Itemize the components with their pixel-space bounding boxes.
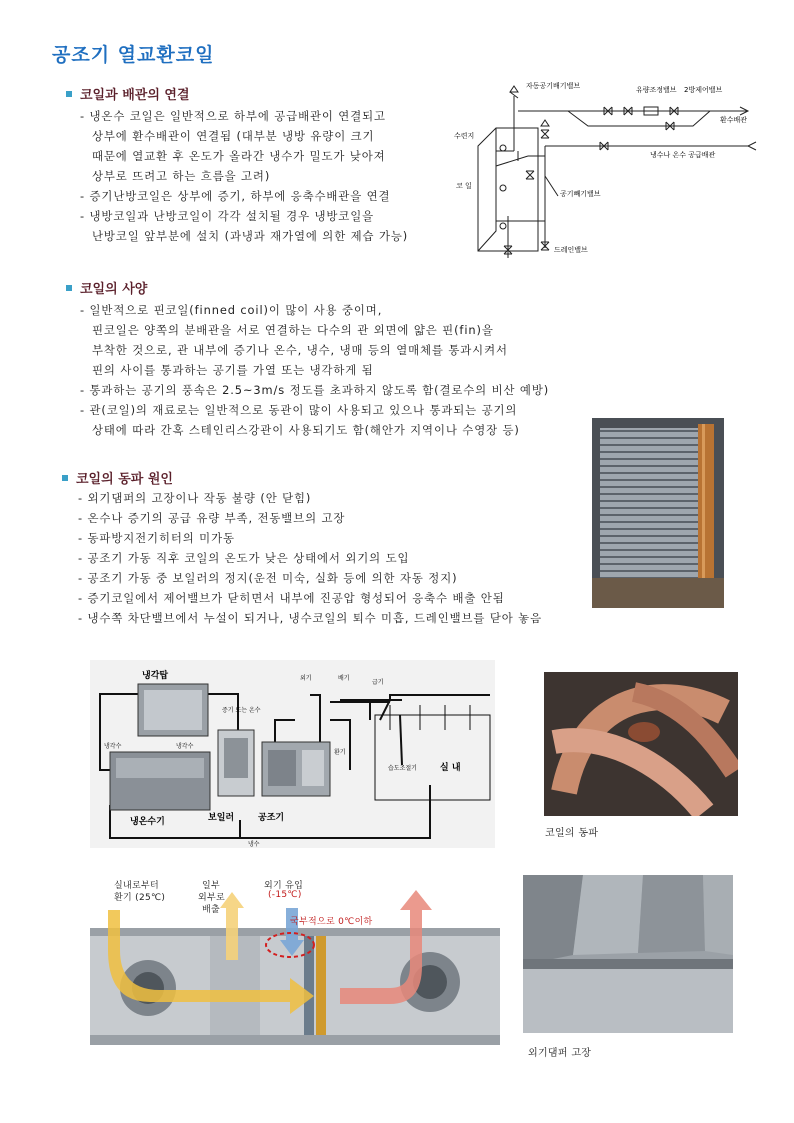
label-exhaust: 배기 (338, 675, 350, 682)
section-coil-spec-body (80, 300, 549, 440)
ahu-cross-section (90, 870, 500, 1045)
text-line: 부착한 것으로, 관 내부에 증기나 온수, 냉수, 냉매 등의 열매체를 통과시켜서 (92, 343, 508, 357)
label-exhaust-3: 배출 (202, 905, 220, 915)
text-line: - 일반적으로 핀코일(finned coil)이 많이 사용 중이며, (80, 303, 383, 317)
label-exhaust-1: 일부 (202, 881, 220, 891)
text-line: - 동파방지전기히터의 미가동 (78, 531, 235, 545)
text-line: - 증기난방코일은 상부에 증기, 하부에 응축수배관을 연결 (80, 189, 391, 203)
hvac-system-diagram (90, 660, 495, 848)
section-coil-spec-heading: 코일의 사양 (66, 278, 147, 297)
label-oa-1: 외기 유입 (264, 881, 304, 891)
section-freeze-causes-body (78, 488, 542, 628)
page-title: 공조기 열교환코일 (52, 44, 215, 66)
section-coil-piping-heading: 코일과 배관의 연결 (66, 84, 190, 103)
frozen-coil-photo (544, 672, 738, 816)
coil-piping-diagram (448, 76, 778, 266)
text-line: - 공조기 가동 중 보일러의 정지(운전 미숙, 실화 등에 의한 자동 정지) (78, 571, 458, 585)
label-air-release-valve: 공기빼기밸브 (560, 190, 601, 198)
label-flow-valve: 유량조정밸브 (636, 86, 677, 94)
text-line: 상태에 따라 간혹 스테인리스강관이 사용되기도 함(해안가 지역이나 수영장 등) (92, 423, 520, 437)
bullet-icon (66, 91, 72, 97)
label-return-2: 환기 (25℃) (114, 893, 166, 903)
label-header: 수련지 (454, 132, 475, 140)
label-indoor: 실 내 (440, 763, 461, 773)
text-line: - 온수나 증기의 공급 유량 부족, 전동밸브의 고장 (78, 511, 346, 525)
label-return-1: 실내로부터 (114, 881, 159, 891)
label-local-freeze: 국부적으로 0℃이하 (290, 917, 373, 927)
label-steam-hot-water: 증기 또는 온수 (222, 707, 261, 714)
text-line: - 외기댐퍼의 고장이나 작동 불량 (안 닫힘) (78, 491, 312, 505)
label-cooling-water-2: 냉각수 (176, 743, 194, 750)
text-line: 상부로 뜨려고 하는 흐름을 고려) (92, 169, 271, 183)
label-coil: 코 일 (456, 182, 472, 190)
label-drain-valve: 드레인밸브 (554, 246, 588, 254)
text-line: 핀의 사이를 통과하는 공기를 가열 또는 냉각하게 됨 (92, 363, 374, 377)
text-line: 때문에 열교환 후 온도가 올라간 냉수가 밀도가 낮아져 (92, 149, 386, 163)
finned-coil-photo (592, 418, 724, 608)
caption-damper-failure: 외기댐퍼 고장 (528, 1048, 592, 1059)
label-cooling-tower: 냉각탑 (142, 671, 169, 681)
text-line: - 냉수쪽 차단밸브에서 누설이 되거나, 냉수코일의 퇴수 미흡, 드레인밸브를 닫아 놓음 (78, 611, 542, 625)
text-line: 상부에 환수배관이 연결됨 (대부분 냉방 유량이 크기 (92, 129, 375, 143)
text-line: - 냉방코일과 난방코일이 각각 설치될 경우 냉방코일을 (80, 209, 375, 223)
label-oa-2: (-15℃) (268, 890, 302, 900)
text-line: - 증기코일에서 제어밸브가 닫히면서 내부에 진공압 형성되어 응축수 배출 안됨 (78, 591, 505, 605)
text-line: - 통과하는 공기의 풍속은 2.5~3m/s 정도를 초과하지 않도록 함(결로수의 비산 예방) (80, 383, 550, 397)
text-line: - 관(코일)의 재료로는 일반적으로 동관이 많이 사용되고 있으나 통과되는 공기의 (80, 403, 518, 417)
label-ahu: 공조기 (258, 813, 285, 823)
label-return-pipe: 환수배관 (720, 116, 748, 124)
label-humidistat: 습도조절기 (388, 765, 417, 772)
caption-frozen-coil: 코일의 동파 (545, 828, 599, 839)
text-line: 핀코일은 양쪽의 분배관을 서로 연결하는 다수의 관 외면에 얇은 핀(fin)을 (92, 323, 494, 337)
label-return-air: 환기 (334, 749, 346, 756)
label-outside-air: 외기 (300, 675, 312, 682)
damper-failure-photo (523, 875, 733, 1033)
label-cooling-water-1: 냉각수 (104, 743, 122, 750)
label-boiler: 보일러 (208, 813, 235, 823)
text-line: 난방코일 앞부분에 설치 (과냉과 재가열에 의한 제습 가능) (92, 229, 409, 243)
section-freeze-causes-heading: 코일의 동파 원인 (62, 468, 173, 487)
text-line: - 공조기 가동 직후 코일의 온도가 낮은 상태에서 외기의 도입 (78, 551, 410, 565)
label-exhaust-2: 외부로 (198, 893, 225, 903)
section-coil-piping-body (80, 106, 408, 246)
text-line: - 냉온수 코일은 일반적으로 하부에 공급배관이 연결되고 (80, 109, 386, 123)
bullet-icon (66, 285, 72, 291)
label-two-way-valve: 2방제어밸브 (684, 86, 723, 94)
label-supply-air: 급기 (372, 679, 384, 686)
label-supply-pipe: 냉수나 온수 공급배관 (650, 151, 716, 159)
label-air-vent: 자동공기배기밸브 (526, 82, 581, 90)
bullet-icon (62, 475, 68, 481)
label-chilled-water: 냉수 (248, 841, 260, 848)
label-chiller: 냉온수기 (130, 817, 165, 827)
